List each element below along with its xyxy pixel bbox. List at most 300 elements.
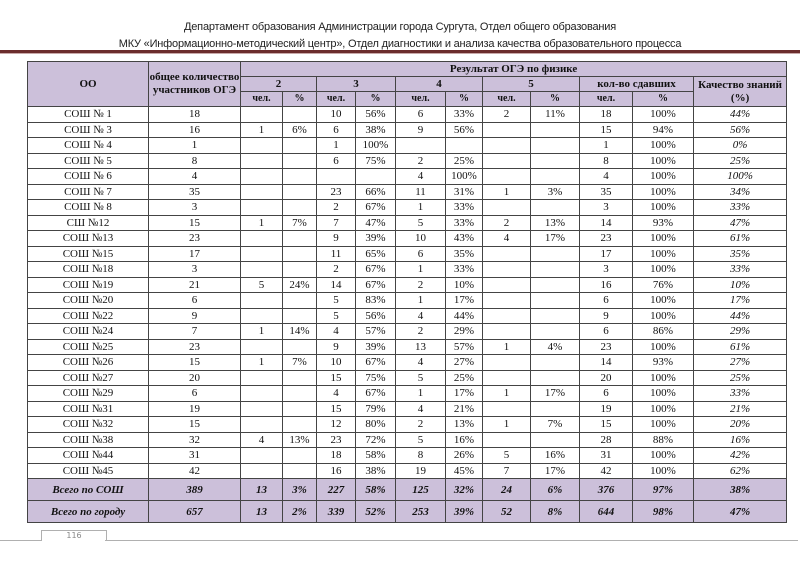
cell-grade4-count bbox=[396, 138, 446, 154]
cell-grade5-count bbox=[483, 122, 531, 138]
cell-total: 15 bbox=[149, 355, 241, 371]
cell-oo: Всего по городу bbox=[28, 501, 149, 523]
cell-grade3-pct: 67% bbox=[356, 262, 396, 278]
cell-grade5-pct bbox=[531, 370, 580, 386]
cell-passed-count: 3 bbox=[580, 262, 633, 278]
cell-grade2-pct bbox=[283, 386, 317, 402]
cell-grade2-pct bbox=[283, 200, 317, 216]
cell-grade3-count: 9 bbox=[317, 339, 356, 355]
subheader-pct: % bbox=[283, 92, 317, 107]
cell-total: 23 bbox=[149, 339, 241, 355]
physics-exam-results-table bbox=[27, 61, 787, 523]
cell-grade5-pct bbox=[531, 246, 580, 262]
cell-grade3-count: 18 bbox=[317, 448, 356, 464]
cell-grade3-count: 11 bbox=[317, 246, 356, 262]
cell-oo: СОШ №13 bbox=[28, 231, 149, 247]
cell-grade2-count: 5 bbox=[241, 277, 283, 293]
total-row bbox=[28, 479, 787, 501]
cell-grade4-pct: 43% bbox=[446, 231, 483, 247]
cell-passed-pct: 100% bbox=[633, 417, 694, 433]
cell-passed-count: 8 bbox=[580, 153, 633, 169]
document-header-line2: МКУ «Информационно-методический центр», Отдел диагностики и анализа качества образовательного процесса bbox=[118, 38, 682, 50]
cell-grade2-pct bbox=[283, 308, 317, 324]
footer-rule-right bbox=[105, 540, 798, 541]
cell-oo: СОШ № 6 bbox=[28, 169, 149, 185]
cell-oo: СОШ №44 bbox=[28, 448, 149, 464]
cell-grade5-count: 1 bbox=[483, 417, 531, 433]
cell-grade2-count: 13 bbox=[241, 501, 283, 523]
cell-grade2-pct bbox=[283, 370, 317, 386]
cell-grade4-count: 6 bbox=[396, 246, 446, 262]
cell-grade5-pct bbox=[531, 432, 580, 448]
cell-grade5-pct: 4% bbox=[531, 339, 580, 355]
cell-grade4-count: 2 bbox=[396, 417, 446, 433]
cell-quality: 10% bbox=[694, 277, 787, 293]
cell-grade5-count bbox=[483, 355, 531, 371]
cell-grade5-pct bbox=[531, 293, 580, 309]
cell-grade4-count: 4 bbox=[396, 308, 446, 324]
cell-grade5-count: 2 bbox=[483, 107, 531, 123]
cell-grade4-pct: 35% bbox=[446, 246, 483, 262]
cell-passed-pct: 100% bbox=[633, 370, 694, 386]
cell-total: 23 bbox=[149, 231, 241, 247]
cell-grade5-count bbox=[483, 246, 531, 262]
cell-grade4-pct: 31% bbox=[446, 184, 483, 200]
cell-grade3-pct: 100% bbox=[356, 138, 396, 154]
cell-grade4-count: 2 bbox=[396, 153, 446, 169]
cell-oo: СОШ № 4 bbox=[28, 138, 149, 154]
document-header-line1: Департамент образования Администрации города Сургута, Отдел общего образования bbox=[184, 21, 616, 33]
cell-oo: СОШ №45 bbox=[28, 463, 149, 479]
table-row bbox=[28, 169, 787, 185]
cell-total: 1 bbox=[149, 138, 241, 154]
column-header-grade-3: 3 bbox=[317, 77, 396, 92]
cell-grade5-pct bbox=[531, 262, 580, 278]
cell-grade3-pct: 67% bbox=[356, 386, 396, 402]
cell-passed-pct: 100% bbox=[633, 153, 694, 169]
cell-grade5-count bbox=[483, 169, 531, 185]
cell-quality: 33% bbox=[694, 262, 787, 278]
cell-passed-pct: 100% bbox=[633, 138, 694, 154]
cell-grade3-count: 4 bbox=[317, 386, 356, 402]
cell-grade4-count: 5 bbox=[396, 215, 446, 231]
cell-passed-count: 376 bbox=[580, 479, 633, 501]
cell-quality: 17% bbox=[694, 293, 787, 309]
cell-grade2-pct: 6% bbox=[283, 122, 317, 138]
cell-oo: СОШ №26 bbox=[28, 355, 149, 371]
cell-passed-pct: 100% bbox=[633, 184, 694, 200]
total-row bbox=[28, 501, 787, 523]
cell-passed-count: 644 bbox=[580, 501, 633, 523]
cell-grade2-pct bbox=[283, 293, 317, 309]
column-header-grade-4: 4 bbox=[396, 77, 483, 92]
column-header-passed: кол-во сдавших bbox=[580, 77, 694, 92]
cell-grade2-pct: 3% bbox=[283, 479, 317, 501]
table-row bbox=[28, 417, 787, 433]
cell-grade3-count: 23 bbox=[317, 184, 356, 200]
cell-grade3-pct bbox=[356, 169, 396, 185]
cell-grade3-count: 339 bbox=[317, 501, 356, 523]
cell-grade4-pct: 100% bbox=[446, 169, 483, 185]
cell-grade2-count: 13 bbox=[241, 479, 283, 501]
page-number: 116 bbox=[66, 531, 82, 540]
cell-grade3-count: 4 bbox=[317, 324, 356, 340]
cell-grade4-count: 2 bbox=[396, 324, 446, 340]
cell-grade2-pct bbox=[283, 417, 317, 433]
cell-grade5-count: 52 bbox=[483, 501, 531, 523]
cell-grade3-pct: 67% bbox=[356, 277, 396, 293]
cell-passed-pct: 100% bbox=[633, 293, 694, 309]
table-row bbox=[28, 246, 787, 262]
cell-grade4-pct: 33% bbox=[446, 262, 483, 278]
cell-grade4-count: 4 bbox=[396, 401, 446, 417]
cell-grade3-count: 9 bbox=[317, 231, 356, 247]
cell-grade3-count: 5 bbox=[317, 293, 356, 309]
cell-total: 9 bbox=[149, 308, 241, 324]
cell-grade5-pct: 6% bbox=[531, 479, 580, 501]
cell-grade3-pct: 79% bbox=[356, 401, 396, 417]
cell-grade4-count: 253 bbox=[396, 501, 446, 523]
cell-total: 389 bbox=[149, 479, 241, 501]
cell-passed-pct: 86% bbox=[633, 324, 694, 340]
cell-passed-count: 23 bbox=[580, 339, 633, 355]
table-row bbox=[28, 107, 787, 123]
cell-grade3-count: 2 bbox=[317, 262, 356, 278]
cell-grade4-pct: 57% bbox=[446, 339, 483, 355]
cell-oo: СОШ №24 bbox=[28, 324, 149, 340]
cell-passed-count: 15 bbox=[580, 122, 633, 138]
cell-grade5-pct bbox=[531, 355, 580, 371]
cell-quality: 61% bbox=[694, 339, 787, 355]
table-row bbox=[28, 339, 787, 355]
column-header-oo: ОО bbox=[28, 62, 149, 107]
cell-grade3-pct: 75% bbox=[356, 370, 396, 386]
cell-passed-count: 1 bbox=[580, 138, 633, 154]
cell-total: 3 bbox=[149, 262, 241, 278]
cell-grade2-count bbox=[241, 308, 283, 324]
cell-grade3-count bbox=[317, 169, 356, 185]
cell-grade5-pct bbox=[531, 122, 580, 138]
cell-grade4-pct: 27% bbox=[446, 355, 483, 371]
cell-grade3-pct: 80% bbox=[356, 417, 396, 433]
cell-quality: 16% bbox=[694, 432, 787, 448]
cell-grade2-pct bbox=[283, 138, 317, 154]
cell-quality: 21% bbox=[694, 401, 787, 417]
cell-grade3-count: 16 bbox=[317, 463, 356, 479]
subheader-pct: % bbox=[531, 92, 580, 107]
cell-grade4-count: 11 bbox=[396, 184, 446, 200]
cell-grade3-pct: 52% bbox=[356, 501, 396, 523]
cell-grade3-count: 7 bbox=[317, 215, 356, 231]
cell-grade4-count: 9 bbox=[396, 122, 446, 138]
cell-grade5-pct: 17% bbox=[531, 231, 580, 247]
cell-grade2-count: 1 bbox=[241, 122, 283, 138]
cell-grade4-count: 1 bbox=[396, 200, 446, 216]
cell-grade5-count bbox=[483, 262, 531, 278]
cell-passed-pct: 100% bbox=[633, 401, 694, 417]
cell-grade5-count bbox=[483, 401, 531, 417]
cell-grade5-pct: 8% bbox=[531, 501, 580, 523]
cell-passed-count: 17 bbox=[580, 246, 633, 262]
subheader-count: чел. bbox=[396, 92, 446, 107]
cell-grade3-count: 227 bbox=[317, 479, 356, 501]
cell-grade2-pct bbox=[283, 153, 317, 169]
cell-grade5-count bbox=[483, 138, 531, 154]
cell-total: 35 bbox=[149, 184, 241, 200]
cell-grade5-count bbox=[483, 308, 531, 324]
group-header-physics-results: Результат ОГЭ по физике bbox=[241, 62, 787, 77]
cell-passed-pct: 100% bbox=[633, 386, 694, 402]
cell-grade2-count bbox=[241, 339, 283, 355]
cell-passed-pct: 98% bbox=[633, 501, 694, 523]
subheader-pct: % bbox=[633, 92, 694, 107]
cell-grade2-pct: 14% bbox=[283, 324, 317, 340]
cell-passed-count: 35 bbox=[580, 184, 633, 200]
cell-total: 4 bbox=[149, 169, 241, 185]
subheader-count: чел. bbox=[580, 92, 633, 107]
cell-quality: 38% bbox=[694, 479, 787, 501]
cell-passed-count: 6 bbox=[580, 386, 633, 402]
column-header-grade-5: 5 bbox=[483, 77, 580, 92]
cell-oo: СОШ №31 bbox=[28, 401, 149, 417]
cell-grade3-count: 6 bbox=[317, 153, 356, 169]
cell-grade2-pct: 7% bbox=[283, 215, 317, 231]
cell-grade2-pct: 2% bbox=[283, 501, 317, 523]
cell-quality: 33% bbox=[694, 386, 787, 402]
cell-quality: 42% bbox=[694, 448, 787, 464]
cell-quality: 47% bbox=[694, 215, 787, 231]
cell-total: 15 bbox=[149, 417, 241, 433]
cell-quality: 56% bbox=[694, 122, 787, 138]
column-header-grade-2: 2 bbox=[241, 77, 317, 92]
cell-grade5-pct: 17% bbox=[531, 463, 580, 479]
cell-passed-pct: 76% bbox=[633, 277, 694, 293]
cell-grade4-pct: 33% bbox=[446, 200, 483, 216]
cell-total: 19 bbox=[149, 401, 241, 417]
cell-grade2-count: 1 bbox=[241, 215, 283, 231]
cell-passed-pct: 100% bbox=[633, 339, 694, 355]
cell-quality: 44% bbox=[694, 308, 787, 324]
cell-grade3-pct: 57% bbox=[356, 324, 396, 340]
cell-grade5-count: 5 bbox=[483, 448, 531, 464]
cell-total: 18 bbox=[149, 107, 241, 123]
cell-oo: СОШ № 3 bbox=[28, 122, 149, 138]
cell-total: 42 bbox=[149, 463, 241, 479]
cell-grade5-count: 1 bbox=[483, 386, 531, 402]
cell-grade3-count: 5 bbox=[317, 308, 356, 324]
cell-oo: СОШ №29 bbox=[28, 386, 149, 402]
table-row bbox=[28, 200, 787, 216]
cell-grade2-pct bbox=[283, 339, 317, 355]
table-row bbox=[28, 153, 787, 169]
cell-grade4-pct: 44% bbox=[446, 308, 483, 324]
subheader-pct: % bbox=[446, 92, 483, 107]
cell-grade2-count bbox=[241, 200, 283, 216]
cell-quality: 62% bbox=[694, 463, 787, 479]
cell-total: 3 bbox=[149, 200, 241, 216]
cell-grade2-pct bbox=[283, 401, 317, 417]
table-row bbox=[28, 355, 787, 371]
cell-grade3-pct: 58% bbox=[356, 479, 396, 501]
header-divider bbox=[0, 50, 800, 54]
table-row bbox=[28, 262, 787, 278]
cell-passed-count: 16 bbox=[580, 277, 633, 293]
cell-total: 31 bbox=[149, 448, 241, 464]
cell-grade5-count: 1 bbox=[483, 339, 531, 355]
cell-grade4-pct: 56% bbox=[446, 122, 483, 138]
cell-grade5-count bbox=[483, 432, 531, 448]
table-row bbox=[28, 231, 787, 247]
cell-grade5-count: 4 bbox=[483, 231, 531, 247]
cell-grade4-pct bbox=[446, 138, 483, 154]
table-row bbox=[28, 138, 787, 154]
cell-grade5-count bbox=[483, 324, 531, 340]
cell-passed-count: 23 bbox=[580, 231, 633, 247]
cell-quality: 100% bbox=[694, 169, 787, 185]
cell-grade2-pct bbox=[283, 246, 317, 262]
cell-grade3-pct: 66% bbox=[356, 184, 396, 200]
cell-quality: 35% bbox=[694, 246, 787, 262]
cell-passed-pct: 100% bbox=[633, 107, 694, 123]
cell-quality: 25% bbox=[694, 153, 787, 169]
cell-passed-pct: 100% bbox=[633, 200, 694, 216]
cell-quality: 34% bbox=[694, 184, 787, 200]
table-row bbox=[28, 386, 787, 402]
cell-grade3-pct: 67% bbox=[356, 200, 396, 216]
cell-total: 8 bbox=[149, 153, 241, 169]
cell-grade3-count: 15 bbox=[317, 401, 356, 417]
cell-grade5-count: 24 bbox=[483, 479, 531, 501]
subheader-pct: % bbox=[356, 92, 396, 107]
cell-passed-count: 42 bbox=[580, 463, 633, 479]
cell-oo: СОШ №27 bbox=[28, 370, 149, 386]
cell-passed-pct: 100% bbox=[633, 308, 694, 324]
table-row bbox=[28, 448, 787, 464]
cell-grade2-count bbox=[241, 370, 283, 386]
cell-passed-count: 19 bbox=[580, 401, 633, 417]
cell-grade4-pct: 21% bbox=[446, 401, 483, 417]
cell-total: 17 bbox=[149, 246, 241, 262]
cell-grade4-pct: 25% bbox=[446, 370, 483, 386]
cell-grade3-pct: 38% bbox=[356, 463, 396, 479]
cell-passed-pct: 100% bbox=[633, 463, 694, 479]
cell-grade3-count: 10 bbox=[317, 107, 356, 123]
cell-total: 15 bbox=[149, 215, 241, 231]
cell-grade3-pct: 67% bbox=[356, 355, 396, 371]
cell-grade2-count bbox=[241, 386, 283, 402]
cell-grade4-count: 19 bbox=[396, 463, 446, 479]
cell-oo: СОШ №20 bbox=[28, 293, 149, 309]
cell-grade4-count: 125 bbox=[396, 479, 446, 501]
cell-passed-count: 18 bbox=[580, 107, 633, 123]
cell-grade4-count: 5 bbox=[396, 432, 446, 448]
cell-grade3-pct: 56% bbox=[356, 107, 396, 123]
cell-grade5-count bbox=[483, 293, 531, 309]
cell-grade3-pct: 39% bbox=[356, 339, 396, 355]
cell-passed-count: 14 bbox=[580, 355, 633, 371]
cell-oo: СОШ №32 bbox=[28, 417, 149, 433]
cell-oo: СОШ №15 bbox=[28, 246, 149, 262]
cell-grade5-count bbox=[483, 153, 531, 169]
cell-oo: СОШ № 5 bbox=[28, 153, 149, 169]
cell-grade4-count: 1 bbox=[396, 293, 446, 309]
cell-grade2-count bbox=[241, 448, 283, 464]
cell-total: 6 bbox=[149, 293, 241, 309]
table-body bbox=[28, 107, 787, 523]
cell-quality: 61% bbox=[694, 231, 787, 247]
cell-grade3-pct: 72% bbox=[356, 432, 396, 448]
cell-grade3-pct: 47% bbox=[356, 215, 396, 231]
cell-grade5-pct bbox=[531, 169, 580, 185]
cell-grade4-count: 8 bbox=[396, 448, 446, 464]
cell-grade4-pct: 39% bbox=[446, 501, 483, 523]
cell-passed-pct: 93% bbox=[633, 355, 694, 371]
cell-quality: 25% bbox=[694, 370, 787, 386]
cell-oo: СОШ № 7 bbox=[28, 184, 149, 200]
cell-passed-count: 6 bbox=[580, 324, 633, 340]
cell-grade5-pct bbox=[531, 200, 580, 216]
cell-grade5-pct bbox=[531, 138, 580, 154]
cell-grade2-pct: 13% bbox=[283, 432, 317, 448]
cell-quality: 33% bbox=[694, 200, 787, 216]
cell-grade3-count: 2 bbox=[317, 200, 356, 216]
cell-oo: СОШ №25 bbox=[28, 339, 149, 355]
cell-grade5-count bbox=[483, 200, 531, 216]
cell-passed-pct: 100% bbox=[633, 246, 694, 262]
cell-grade5-count: 1 bbox=[483, 184, 531, 200]
cell-grade3-pct: 83% bbox=[356, 293, 396, 309]
table-row bbox=[28, 432, 787, 448]
cell-grade5-pct bbox=[531, 277, 580, 293]
table-row bbox=[28, 122, 787, 138]
cell-grade4-pct: 13% bbox=[446, 417, 483, 433]
cell-oo: СОШ №19 bbox=[28, 277, 149, 293]
cell-grade4-count: 2 bbox=[396, 277, 446, 293]
cell-total: 657 bbox=[149, 501, 241, 523]
cell-grade4-pct: 17% bbox=[446, 293, 483, 309]
cell-grade4-pct: 16% bbox=[446, 432, 483, 448]
cell-grade5-count bbox=[483, 277, 531, 293]
cell-grade2-pct bbox=[283, 107, 317, 123]
cell-grade5-pct bbox=[531, 324, 580, 340]
cell-passed-pct: 88% bbox=[633, 432, 694, 448]
cell-grade2-pct bbox=[283, 231, 317, 247]
cell-grade3-pct: 38% bbox=[356, 122, 396, 138]
cell-grade4-pct: 33% bbox=[446, 107, 483, 123]
cell-grade3-count: 15 bbox=[317, 370, 356, 386]
cell-grade2-count bbox=[241, 231, 283, 247]
cell-grade3-pct: 39% bbox=[356, 231, 396, 247]
cell-grade4-count: 5 bbox=[396, 370, 446, 386]
cell-grade5-pct: 16% bbox=[531, 448, 580, 464]
cell-grade3-pct: 75% bbox=[356, 153, 396, 169]
table-row bbox=[28, 308, 787, 324]
cell-passed-count: 4 bbox=[580, 169, 633, 185]
cell-grade3-count: 12 bbox=[317, 417, 356, 433]
cell-oo: Всего по СОШ bbox=[28, 479, 149, 501]
cell-grade3-count: 6 bbox=[317, 122, 356, 138]
table-row bbox=[28, 401, 787, 417]
cell-grade4-count: 6 bbox=[396, 107, 446, 123]
cell-passed-pct: 100% bbox=[633, 262, 694, 278]
cell-quality: 0% bbox=[694, 138, 787, 154]
cell-grade2-count bbox=[241, 184, 283, 200]
table-row bbox=[28, 293, 787, 309]
cell-total: 16 bbox=[149, 122, 241, 138]
cell-passed-count: 6 bbox=[580, 293, 633, 309]
cell-grade5-pct: 11% bbox=[531, 107, 580, 123]
cell-total: 32 bbox=[149, 432, 241, 448]
